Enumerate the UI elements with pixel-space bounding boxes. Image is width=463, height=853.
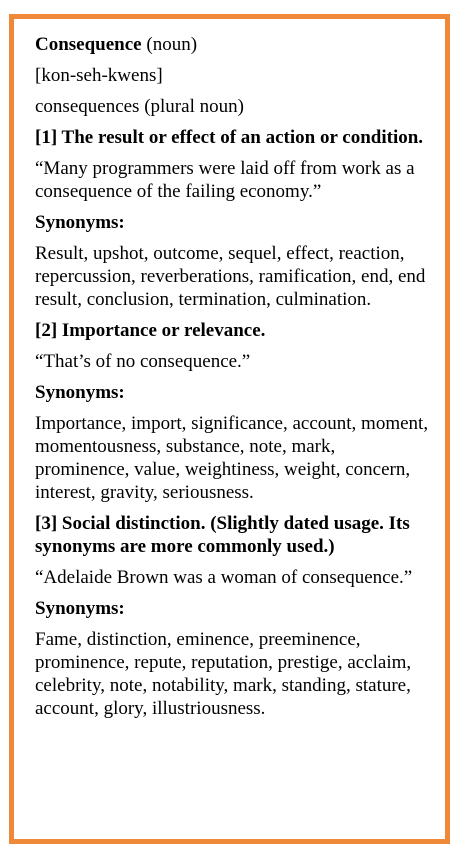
sense-2-synonyms: Importance, import, significance, account, moment, momentousness, substance, note, mark, prominence, value, weightiness, weight, concern, interest, gravity, seriousness. [35, 413, 429, 503]
sense-3-synonyms: Fame, distinction, eminence, preeminence, prominence, repute, reputation, prestige, acclaim, celebrity, note, notability, mark, standing, stature, account, glory, illustriousness. [35, 629, 412, 719]
plural-form: consequences (plural noun) [35, 96, 244, 117]
sense-1-example: “Many programmers were laid off from work as a consequence of the failing economy.” [35, 158, 415, 202]
sense-1-synonyms: Result, upshot, outcome, sequel, effect, reaction, repercussion, reverberations, ramification, end, end result, conclusion, termination, culmination. [35, 243, 426, 310]
sense-2-synonyms-label: Synonyms: [35, 382, 125, 403]
pronunciation: [kon-seh-kwens] [35, 65, 163, 86]
headword: Consequence [35, 34, 142, 55]
part-of-speech: (noun) [146, 34, 198, 55]
sense-2-example: “That’s of no consequence.” [35, 351, 251, 372]
sense-3-heading: [3] Social distinction. (Slightly dated usage. Its synonyms are more commonly used.) [35, 513, 410, 557]
sense-1-synonyms-label: Synonyms: [35, 212, 125, 233]
entry-headword-line [35, 33, 431, 56]
sense-3-synonyms-label: Synonyms: [35, 598, 125, 619]
sense-3-example: “Adelaide Brown was a woman of consequence.” [35, 567, 413, 588]
definition-card [9, 14, 450, 844]
sense-1-heading: [1] The result or effect of an action or condition. [35, 127, 424, 148]
sense-2-heading: [2] Importance or relevance. [35, 320, 266, 341]
